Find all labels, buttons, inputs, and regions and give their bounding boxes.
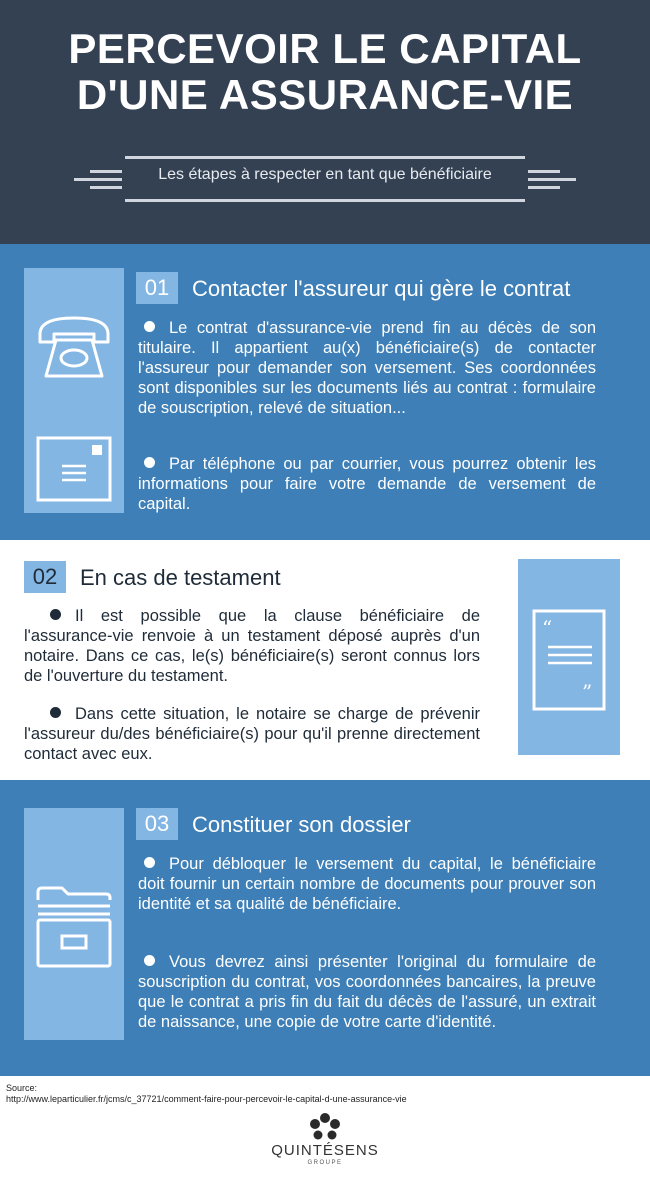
svg-text:”: ” bbox=[582, 680, 593, 704]
step-3-number: 03 bbox=[136, 808, 178, 840]
step-1-section bbox=[0, 244, 650, 540]
subtitle-rule-top bbox=[125, 156, 525, 159]
step-3-paragraph-2: Vous devrez ainsi présenter l'original du formulaire de souscription du contrat, vos coordonnées bancaires, la preuve que le contrat a pris fin du fait du décès de l'assuré, un extrait de naissance, une copie de votre carte d'identité. bbox=[138, 953, 596, 1031]
bullet-icon bbox=[50, 707, 61, 718]
header-banner bbox=[0, 0, 650, 244]
telephone-icon bbox=[24, 296, 124, 396]
bullet-icon bbox=[50, 609, 61, 620]
step-1-heading: Contacter l'assureur qui gère le contrat bbox=[192, 276, 571, 301]
step-3-icon-panel bbox=[24, 808, 124, 1040]
step-2-paragraph-1: Il est possible que la clause bénéficiaire de l'assurance-vie renvoie à un testament déposé auprès d'un notaire. Dans ce cas, le(s) bénéficiaire(s) seront connus lors de l'ouverture du testament. bbox=[24, 607, 480, 685]
subtitle-dash-left bbox=[74, 178, 122, 181]
logo-name: QUINTÉSENS bbox=[271, 1142, 379, 1159]
subtitle-rule-bottom bbox=[125, 199, 525, 202]
step-1-paragraph-2: Par téléphone ou par courrier, vous pourrez obtenir les informations pour faire votre demande de versement de capital. bbox=[138, 455, 596, 513]
title-line-2: D'UNE ASSURANCE-VIE bbox=[76, 71, 574, 118]
subtitle-dash-right bbox=[528, 186, 560, 189]
step-1-paragraph-1: Le contrat d'assurance-vie prend fin au décès de son titulaire. Il appartient au(x) bénéficiaire(s) de contacter l'assureur pour demander son versement. Ses coordonnées sont disponibles sur les documents liés au contrat : formulaire de souscription, relevé de situation... bbox=[138, 319, 596, 417]
folder-icon bbox=[24, 870, 124, 980]
step-2-number: 02 bbox=[24, 561, 66, 593]
step-3-section bbox=[0, 780, 650, 1076]
logo-mark-icon bbox=[305, 1112, 345, 1142]
title-line-1: PERCEVOIR LE CAPITAL bbox=[68, 25, 582, 72]
step-3-paragraph-1: Pour débloquer le versement du capital, le bénéficiaire doit fournir un certain nombre de documents pour prouver son identité et sa qualité de bénéficiaire. bbox=[138, 855, 596, 913]
quote-document-icon bbox=[518, 559, 620, 755]
source-link[interactable]: http://www.leparticulier.fr/jcms/c_37721/comment-faire-pour-percevoir-le-capital-d-une-assurance-vie bbox=[6, 1094, 407, 1104]
envelope-icon bbox=[24, 428, 124, 508]
subtitle-dash-left bbox=[90, 170, 122, 173]
quintesens-logo bbox=[250, 1112, 400, 1172]
step-1-icon-panel bbox=[24, 268, 124, 513]
step-2-paragraph-2: Dans cette situation, le notaire se charge de prévenir l'assureur du/des bénéficiaire(s) pour qu'il prenne directement contact avec eux. bbox=[24, 705, 480, 763]
source-label: Source: bbox=[6, 1083, 38, 1093]
bullet-icon bbox=[144, 955, 155, 966]
subtitle: Les étapes à respecter en tant que bénéficiaire bbox=[158, 166, 492, 183]
subtitle-dash-left bbox=[90, 186, 122, 189]
step-1-number: 01 bbox=[136, 272, 178, 304]
bullet-icon bbox=[144, 457, 155, 468]
subtitle-dash-right bbox=[528, 178, 576, 181]
step-2-icon-panel bbox=[518, 559, 620, 755]
step-2-heading: En cas de testament bbox=[80, 565, 281, 590]
bullet-icon bbox=[144, 321, 155, 332]
svg-text:“: “ bbox=[542, 616, 553, 640]
page-title bbox=[0, 26, 650, 118]
step-2-section bbox=[0, 540, 650, 780]
bullet-icon bbox=[144, 857, 155, 868]
logo-subtitle: GROUPE bbox=[307, 1160, 343, 1166]
step-3-heading: Constituer son dossier bbox=[192, 812, 411, 837]
subtitle-dash-right bbox=[528, 170, 560, 173]
